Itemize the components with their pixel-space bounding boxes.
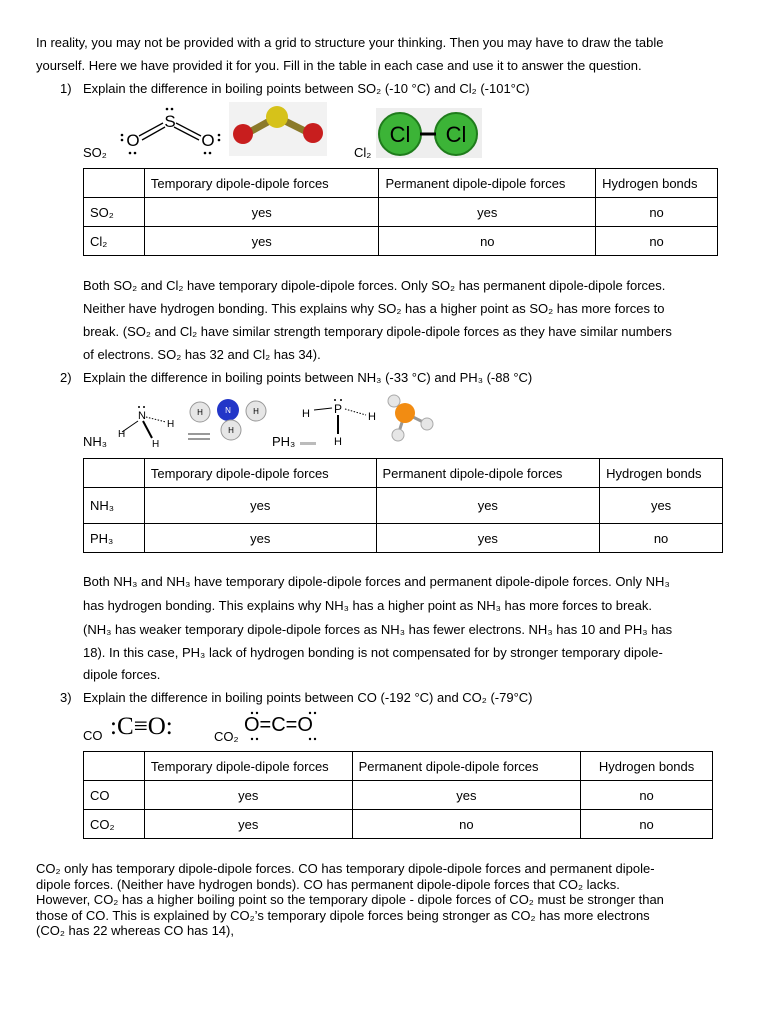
phosphorus-atom-symbol: P: [333, 402, 343, 416]
hydrogen-ball-label: H: [228, 426, 234, 435]
oxygen-atom-symbol-left: O: [126, 131, 140, 150]
so2-ball-and-stick-model: [229, 102, 327, 156]
final-answer-line-5: (CO₂ has 22 whereas CO has 14),: [36, 923, 234, 938]
cell-temporary: yes: [144, 198, 379, 227]
cell-hydrogen: no: [596, 198, 718, 227]
hydrogen-ball-label: H: [253, 407, 259, 416]
cell-permanent: yes: [376, 488, 600, 524]
sulfur-atom-symbol: S: [164, 112, 176, 131]
co-lewis-structure: :C≡O:: [110, 713, 173, 740]
cell-hydrogen: no: [596, 227, 718, 256]
chlorine-atom-symbol-right: Cl: [445, 122, 467, 147]
cell-permanent: yes: [379, 198, 596, 227]
final-answer-line-2: dipole forces. (Neither have hydrogen bonds). CO has permanent dipole-dipole forces that CO₂ lacks.: [36, 876, 620, 892]
answer-2-line-4: 18). In this case, PH₃ lack of hydrogen bonding is not compensated for by stronger temporary dipole-: [83, 645, 663, 660]
header-permanent-dipole: Permanent dipole-dipole forces: [352, 752, 581, 781]
answer-1-line-3: break. (SO₂ and Cl₂ have similar strength temporary dipole-dipole forces as they have similar numbers: [83, 324, 672, 339]
cell-temporary: yes: [144, 524, 376, 553]
nh3-structure: [112, 405, 178, 447]
row-label: CO₂: [84, 810, 145, 839]
header-hydrogen-bonds: Hydrogen bonds: [600, 459, 723, 488]
row-label: SO₂: [84, 198, 145, 227]
hydrogen-atom-symbol: H: [334, 436, 342, 447]
question-2-number: 2): [60, 370, 72, 385]
hydrogen-atom-symbol: H: [167, 419, 175, 430]
row-label: Cl₂: [84, 227, 145, 256]
final-answer-line-1: CO₂ only has temporary dipole-dipole forces. CO has temporary dipole-dipole forces and permanent dipole-: [36, 861, 655, 876]
co2-lewis-structure: O=C=O: [244, 714, 313, 736]
header-hydrogen-bonds: Hydrogen bonds: [581, 752, 713, 781]
oxygen-atom-symbol-right: O: [201, 131, 215, 150]
cell-permanent: no: [352, 810, 581, 839]
forces-table-3: [83, 751, 713, 839]
forces-table-2: [83, 458, 723, 553]
hydrogen-atom-symbol: H: [152, 439, 160, 447]
final-answer-line-4: those of CO. This is explained by CO₂’s temporary dipole forces being stronger as CO₂ has more electrons: [36, 907, 650, 923]
answer-1-line-4: of electrons. SO₂ has 32 and Cl₂ has 34).: [83, 347, 321, 362]
answer-2-line-1: Both NH₃ and NH₃ have temporary dipole-dipole forces and permanent dipole-dipole forces. Only NH₃: [83, 574, 670, 589]
hydrogen-atom-symbol: H: [368, 411, 376, 423]
cell-hydrogen: yes: [600, 488, 723, 524]
row-label: CO: [84, 781, 145, 810]
header-temporary-dipole: Temporary dipole-dipole forces: [144, 459, 376, 488]
question-3-text: Explain the difference in boiling points between CO (-192 °C) and CO₂ (-79°C): [83, 690, 533, 705]
question-1-number: 1): [60, 81, 72, 96]
hydrogen-atom-symbol: H: [302, 408, 310, 420]
co2-label: CO₂: [214, 729, 239, 744]
cell-permanent: yes: [352, 781, 581, 810]
question-2-text: Explain the difference in boiling points between NH₃ (-33 °C) and PH₃ (-88 °C): [83, 370, 533, 385]
row-label: PH₃: [84, 524, 145, 553]
cell-permanent: no: [379, 227, 596, 256]
cell-permanent: yes: [376, 524, 600, 553]
co2-lone-pair-dots: [244, 710, 328, 744]
answer-1-line-1: Both SO₂ and Cl₂ have temporary dipole-dipole forces. Only SO₂ has permanent dipole-dipole forces.: [83, 278, 666, 293]
header-permanent-dipole: Permanent dipole-dipole forces: [379, 169, 596, 198]
nitrogen-atom-symbol: N: [138, 410, 146, 422]
answer-1-line-2: Neither have hydrogen bonding. This explains why SO₂ has a higher point as SO₂ has more forces to: [83, 301, 665, 316]
table-1-corner-cell: [84, 169, 145, 198]
cell-temporary: yes: [144, 227, 379, 256]
nh3-ball-model: [186, 397, 268, 447]
table-2-corner-cell: [84, 459, 145, 488]
intro-line-1: In reality, you may not be provided with a grid to structure your thinking. Then you may have to draw the table: [36, 35, 664, 50]
forces-table-1: [83, 168, 718, 256]
answer-2-line-3: (NH₃ has weaker temporary dipole-dipole forces as NH₃ has fewer electrons. NH₃ has 10 and PH₃ has: [83, 622, 673, 637]
nitrogen-ball-label: N: [225, 406, 231, 415]
header-temporary-dipole: Temporary dipole-dipole forces: [144, 169, 379, 198]
header-hydrogen-bonds: Hydrogen bonds: [596, 169, 718, 198]
hydrogen-ball-label: H: [197, 408, 203, 417]
cell-temporary: yes: [144, 488, 376, 524]
cell-hydrogen: no: [600, 524, 723, 553]
ph3-label: PH₃: [272, 434, 296, 449]
question-3-number: 3): [60, 690, 72, 705]
hydrogen-atom-symbol: H: [118, 429, 126, 440]
row-label: NH₃: [84, 488, 145, 524]
nh3-label: NH₃: [83, 434, 108, 449]
cell-temporary: yes: [144, 810, 352, 839]
question-1-text: Explain the difference in boiling points between SO₂ (-10 °C) and Cl₂ (-101°C): [83, 81, 530, 96]
so2-lewis-structure: [118, 102, 224, 156]
answer-2-line-5: dipole forces.: [83, 667, 161, 682]
final-answer: [36, 861, 736, 939]
intro-line-2: yourself. Here we have provided it for you. Fill in the table in each case and use it to answer the question.: [36, 58, 642, 73]
cell-hydrogen: no: [581, 781, 713, 810]
ph3-structure: [300, 397, 382, 447]
cl2-molecule-model: [376, 108, 482, 158]
chlorine-atom-symbol-left: Cl: [389, 122, 411, 147]
co-label: CO: [83, 728, 103, 743]
answer-2-line-2: has hydrogen bonding. This explains why NH₃ has a higher point as NH₃ has more forces to break.: [83, 598, 652, 613]
ph3-ball-model: [382, 393, 438, 449]
so2-label: SO₂: [83, 145, 107, 160]
table-3-corner-cell: [84, 752, 145, 781]
cell-temporary: yes: [144, 781, 352, 810]
final-answer-line-3: However, CO₂ has a higher boiling point so the temporary dipole - dipole forces of CO₂ must be stronger than: [36, 892, 664, 907]
cell-hydrogen: no: [581, 810, 713, 839]
header-permanent-dipole: Permanent dipole-dipole forces: [376, 459, 600, 488]
header-temporary-dipole: Temporary dipole-dipole forces: [144, 752, 352, 781]
cl2-label: Cl₂: [354, 145, 372, 160]
